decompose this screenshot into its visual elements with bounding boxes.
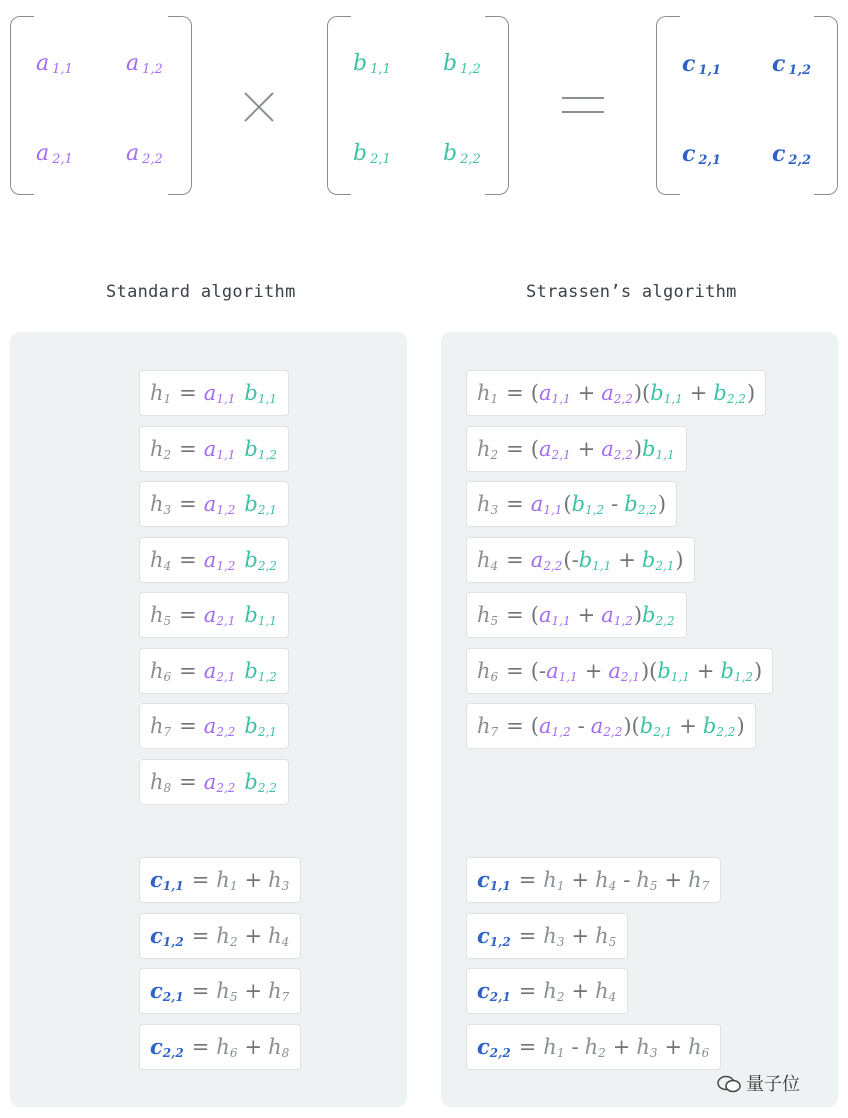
term-h: $h_5$ [216,978,238,1004]
term-b: $b_{1,1}$ [650,380,683,406]
matrix-cell: a $_{2,1}$ [36,141,73,167]
term-h: $h_6$ [150,658,172,684]
standard-product-chip [139,648,289,694]
term-h: $h_8$ [150,769,172,795]
operator: = [179,603,197,627]
strassen-result-chip [466,857,721,903]
operator: ( [530,437,539,461]
operator: + [244,979,263,1003]
standard-product-chip [139,592,289,638]
operator: = [506,437,524,461]
matrix-cell: a $_{1,2}$ [126,51,163,77]
operator: + [612,1035,631,1059]
term-a: $a_{2,1}$ [538,436,571,462]
strassen-result-chip [466,968,628,1014]
matrix-a [10,16,192,197]
term-b: $b_{2,2}$ [642,602,675,628]
operator: = [179,659,197,683]
operator: = [179,437,197,461]
operator: = [506,714,524,738]
term-h: $h_5$ [595,923,617,949]
standard-algorithm-title: Standard algorithm [106,282,296,302]
term-h: $h_7$ [268,978,290,1004]
term-h: $h_3$ [150,491,172,517]
operator: + [244,868,263,892]
term-b: $b_{1,2}$ [720,658,754,684]
term-a: $a_{2,2}$ [530,547,563,573]
term-h: $h_7$ [688,867,710,893]
operator: - [623,868,631,892]
term-h: $h_1$ [150,380,172,406]
standard-result-chip [139,913,301,959]
term-a: $a_{1,1}$ [530,491,563,517]
operator: - [571,1035,579,1059]
operator: ) [657,492,667,516]
term-b: $b_{1,2}$ [244,658,277,684]
term-a: $a_{1,1}$ [203,380,236,406]
strassen-product-chip [466,648,773,694]
operator: ( [530,381,539,405]
term-h: $h_6$ [477,658,499,684]
standard-result-chip [139,857,301,903]
matrix-cell: a $_{1,1}$ [36,51,73,77]
strassen-product-chip [466,537,695,583]
term-a: $a_{1,2}$ [538,713,571,739]
equals-icon [560,94,606,118]
left-bracket [327,16,351,195]
operator: = [179,714,197,738]
left-bracket [10,16,34,195]
operator: + [618,548,636,572]
term-c: $c_{2,2}$ [477,1034,511,1060]
term-h: $h_7$ [477,713,499,739]
term-c: $c_{2,1}$ [150,978,184,1004]
strassen-product-chip [466,592,687,638]
operator: + [577,603,596,627]
term-a: $a_{2,2}$ [601,380,633,406]
matrix-cell: a $_{2,2}$ [126,141,163,167]
matrix-cell: c $_{2,1}$ [682,141,722,168]
operator: ( [649,659,658,683]
operator: - [611,492,619,516]
matrix-cell: b $_{1,2}$ [443,51,481,77]
term-a: $a_{1,2}$ [203,547,236,573]
term-h: $h_3$ [268,867,290,893]
matrix-c [656,16,838,197]
strassen-product-chip [466,481,677,527]
operator: + [696,659,715,683]
term-b: $b_{2,1}$ [244,491,277,517]
operator: = [179,381,197,405]
standard-product-chip [139,370,289,416]
operator: ( [530,603,539,627]
term-b: $b_{1,1}$ [578,547,612,573]
watermark: 量子位 [716,1070,800,1096]
term-h: $h_8$ [268,1034,290,1060]
term-a: $a_{2,2}$ [601,436,633,462]
term-c: $c_{2,2}$ [150,1034,184,1060]
operator: ( [563,492,572,516]
term-b: $b_{2,2}$ [624,491,657,517]
term-b: $b_{2,2}$ [244,547,277,573]
term-h: $h_4$ [595,867,617,893]
operator: + [679,714,697,738]
operator: = [506,603,524,627]
term-a: $a_{2,1}$ [203,602,236,628]
operator: ) [675,548,684,572]
times-icon [242,90,276,124]
term-b: $b_{2,1}$ [244,713,277,739]
standard-product-chip [139,759,289,805]
term-h: $h_5$ [636,867,658,893]
term-h: $h_1$ [543,867,565,893]
term-c: $c_{1,2}$ [477,923,511,949]
matrix-cell: b $_{2,2}$ [443,141,481,167]
term-h: $h_1$ [216,867,238,893]
term-b: $b_{2,2}$ [244,769,277,795]
term-h: $h_3$ [543,923,565,949]
standard-product-chip [139,537,289,583]
operator: + [571,924,590,948]
term-c: $c_{1,2}$ [150,923,184,949]
operator: = [506,659,524,683]
standard-product-chip [139,481,289,527]
operator: ) [746,381,756,405]
term-b: $b_{1,2}$ [571,491,605,517]
right-bracket [485,16,509,195]
operator: ( [642,381,651,405]
left-bracket [656,16,680,195]
matrix-cell: c $_{2,2}$ [772,141,812,168]
term-h: $h_1$ [543,1034,565,1060]
operator: + [571,868,590,892]
term-h: $h_4$ [150,547,172,573]
term-b: $b_{1,1}$ [244,602,277,628]
operator: )( [623,714,640,738]
term-a: $a_{1,1}$ [546,658,578,684]
operator: + [664,868,683,892]
operator: + [664,1035,683,1059]
term-a: $a_{2,2}$ [203,713,236,739]
term-h: $h_6$ [688,1034,710,1060]
term-b: $b_{2,1}$ [641,547,675,573]
term-h: $h_2$ [584,1034,606,1060]
operator: ) [736,714,745,738]
term-h: $h_5$ [150,602,172,628]
operator: + [577,381,596,405]
wechat-logo-icon [716,1074,742,1094]
operator: = [518,924,537,948]
term-a: $a_{1,1}$ [203,436,236,462]
operator: = [179,770,197,794]
operator: = [191,979,210,1003]
term-h: $h_6$ [216,1034,238,1060]
term-h: $h_3$ [636,1034,658,1060]
operator: + [244,1035,263,1059]
operator: + [584,659,603,683]
operator: ) [640,659,650,683]
term-h: $h_3$ [477,491,499,517]
strassen-product-chip [466,370,766,416]
standard-product-chip [139,703,289,749]
operator: - [577,714,585,738]
operator: = [179,492,197,516]
right-bracket [168,16,192,195]
term-b: $b_{2,1}$ [639,713,673,739]
standard-result-chip [139,968,301,1014]
term-a: $a_{2,2}$ [590,713,623,739]
term-b: $b_{2,2}$ [713,380,746,406]
strassen-result-chip [466,913,628,959]
operator: (- [530,659,547,683]
term-b: $b_{1,1}$ [642,436,675,462]
operator: = [191,868,210,892]
term-h: $h_7$ [150,713,172,739]
term-b: $b_{1,1}$ [657,658,690,684]
term-b: $b_{2,2}$ [702,713,736,739]
term-a: $a_{1,2}$ [203,491,236,517]
standard-result-chip [139,1024,301,1070]
term-a: $a_{1,1}$ [538,602,571,628]
operator: + [244,924,263,948]
matrix-cell: b $_{1,1}$ [353,51,391,77]
operator: (- [563,548,579,572]
standard-product-chip [139,426,289,472]
operator: = [506,381,524,405]
operator: ( [530,714,539,738]
operator: + [577,437,596,461]
term-a: $a_{1,1}$ [538,380,571,406]
operator: = [518,868,537,892]
operator: ) [754,659,763,683]
term-h: $h_2$ [477,436,499,462]
term-h: $h_2$ [216,923,238,949]
term-h: $h_4$ [477,547,499,573]
strassen-algorithm-title: Strassen’s algorithm [526,282,737,302]
term-a: $a_{2,1}$ [203,658,236,684]
operator: ) [633,437,643,461]
term-a: $a_{2,2}$ [203,769,236,795]
operator: = [518,1035,537,1059]
matrix-cell: c $_{1,2}$ [772,51,812,78]
strassen-result-chip [466,1024,721,1070]
strassen-product-chip [466,703,756,749]
operator: = [518,979,537,1003]
matrix-b [327,16,509,197]
operator: = [506,548,524,572]
operator: + [689,381,708,405]
operator: = [179,548,197,572]
term-c: $c_{1,1}$ [150,867,184,893]
term-h: $h_2$ [543,978,565,1004]
matrix-cell: c $_{1,1}$ [682,51,722,78]
operator: ) [633,603,643,627]
operator: = [191,924,210,948]
operator: ) [633,381,643,405]
operator: + [571,979,590,1003]
term-h: $h_5$ [477,602,499,628]
term-h: $h_4$ [595,978,617,1004]
term-h: $h_1$ [477,380,499,406]
matrix-cell: b $_{2,1}$ [353,141,391,167]
term-h: $h_4$ [268,923,290,949]
right-bracket [814,16,838,195]
strassen-product-chip [466,426,687,472]
term-c: $c_{1,1}$ [477,867,511,893]
term-a: $a_{1,2}$ [601,602,633,628]
operator: = [191,1035,210,1059]
term-h: $h_2$ [150,436,172,462]
term-b: $b_{1,2}$ [244,436,277,462]
term-a: $a_{2,1}$ [608,658,640,684]
term-c: $c_{2,1}$ [477,978,511,1004]
operator: = [506,492,524,516]
term-b: $b_{1,1}$ [244,380,277,406]
